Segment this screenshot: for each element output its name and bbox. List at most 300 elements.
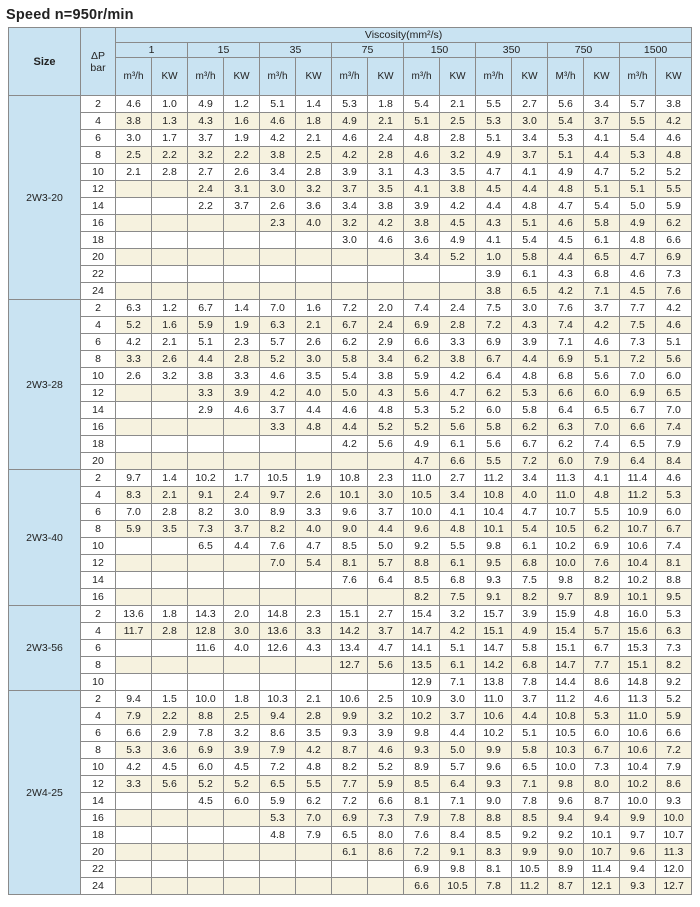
power-cell: 7.4 xyxy=(656,538,692,555)
flow-cell: 13.8 xyxy=(476,674,512,691)
flow-cell: 10.0 xyxy=(404,504,440,521)
flow-cell: 11.0 xyxy=(620,708,656,725)
power-cell: 6.1 xyxy=(584,232,620,249)
power-cell: 6.5 xyxy=(656,385,692,402)
flow-cell: 9.2 xyxy=(404,538,440,555)
power-cell: 4.2 xyxy=(656,113,692,130)
table-body xyxy=(9,96,692,895)
table-row xyxy=(9,164,692,181)
power-cell: 8.6 xyxy=(584,674,620,691)
power-cell: 5.2 xyxy=(224,776,260,793)
power-cell: 7.5 xyxy=(512,572,548,589)
power-cell: 2.9 xyxy=(152,725,188,742)
flow-cell: 2.4 xyxy=(188,181,224,198)
flow-cell: 4.9 xyxy=(620,215,656,232)
flow-cell: 9.8 xyxy=(548,572,584,589)
flow-cell: 11.3 xyxy=(548,470,584,487)
power-cell: 3.9 xyxy=(224,742,260,759)
power-cell: 2.6 xyxy=(152,351,188,368)
flow-cell: 3.3 xyxy=(188,385,224,402)
power-cell xyxy=(152,861,188,878)
power-cell xyxy=(296,436,332,453)
power-cell: 5.1 xyxy=(584,351,620,368)
power-cell xyxy=(152,283,188,300)
flow-cell: 5.8 xyxy=(332,351,368,368)
power-cell: 3.3 xyxy=(296,623,332,640)
power-cell: 5.8 xyxy=(584,215,620,232)
flow-cell: 6.3 xyxy=(116,300,152,317)
power-cell: 5.5 xyxy=(656,181,692,198)
flow-cell: 8.2 xyxy=(404,589,440,606)
flow-cell: 6.2 xyxy=(332,334,368,351)
power-cell: 6.4 xyxy=(440,776,476,793)
flow-cell: 7.0 xyxy=(620,368,656,385)
power-cell: 6.5 xyxy=(512,759,548,776)
pressure-cell: 2 xyxy=(81,606,116,623)
power-cell: 5.3 xyxy=(656,606,692,623)
power-cell xyxy=(368,453,404,470)
table-row xyxy=(9,487,692,504)
flow-cell xyxy=(404,266,440,283)
flow-cell: 10.0 xyxy=(548,759,584,776)
flow-cell: 6.7 xyxy=(476,351,512,368)
unit-header: m³/h xyxy=(116,58,152,96)
power-cell: 7.1 xyxy=(584,283,620,300)
flow-cell: 6.8 xyxy=(548,368,584,385)
table-row xyxy=(9,708,692,725)
flow-cell xyxy=(260,283,296,300)
power-cell: 4.4 xyxy=(512,181,548,198)
pressure-cell: 22 xyxy=(81,266,116,283)
power-cell: 3.8 xyxy=(368,198,404,215)
pressure-cell: 6 xyxy=(81,504,116,521)
power-cell xyxy=(224,674,260,691)
flow-cell xyxy=(116,453,152,470)
table-row xyxy=(9,606,692,623)
flow-cell: 3.3 xyxy=(116,351,152,368)
flow-cell: 10.2 xyxy=(404,708,440,725)
flow-cell: 7.5 xyxy=(476,300,512,317)
flow-cell: 5.5 xyxy=(476,453,512,470)
power-cell: 8.4 xyxy=(440,827,476,844)
power-cell: 2.5 xyxy=(296,147,332,164)
power-cell: 3.6 xyxy=(152,742,188,759)
flow-cell: 9.9 xyxy=(620,810,656,827)
flow-cell: 7.6 xyxy=(260,538,296,555)
power-cell: 5.7 xyxy=(368,555,404,572)
pressure-cell: 20 xyxy=(81,453,116,470)
power-cell xyxy=(296,266,332,283)
flow-cell: 5.5 xyxy=(476,96,512,113)
power-cell: 6.5 xyxy=(584,402,620,419)
power-cell xyxy=(224,419,260,436)
flow-cell: 4.6 xyxy=(260,113,296,130)
power-cell: 2.8 xyxy=(296,708,332,725)
flow-cell: 11.0 xyxy=(548,487,584,504)
pressure-cell: 10 xyxy=(81,538,116,555)
flow-cell xyxy=(116,861,152,878)
flow-cell: 10.8 xyxy=(332,470,368,487)
power-cell: 4.2 xyxy=(656,300,692,317)
flow-cell: 5.3 xyxy=(620,147,656,164)
power-cell xyxy=(368,249,404,266)
table-row xyxy=(9,589,692,606)
power-cell: 6.6 xyxy=(368,793,404,810)
pressure-cell: 4 xyxy=(81,623,116,640)
flow-cell: 7.1 xyxy=(548,334,584,351)
flow-cell: 2.7 xyxy=(188,164,224,181)
flow-cell: 10.0 xyxy=(620,793,656,810)
table-row xyxy=(9,419,692,436)
flow-cell xyxy=(116,793,152,810)
table-row xyxy=(9,674,692,691)
power-cell: 4.7 xyxy=(368,640,404,657)
flow-cell: 9.0 xyxy=(476,793,512,810)
power-cell: 5.6 xyxy=(584,368,620,385)
power-cell: 2.3 xyxy=(368,470,404,487)
power-cell xyxy=(296,844,332,861)
unit-header: m³/h xyxy=(476,58,512,96)
flow-cell: 7.2 xyxy=(332,300,368,317)
power-cell xyxy=(440,266,476,283)
power-cell: 9.2 xyxy=(512,827,548,844)
flow-cell: 9.4 xyxy=(116,691,152,708)
power-cell: 3.7 xyxy=(584,113,620,130)
flow-cell: 6.9 xyxy=(476,334,512,351)
power-cell: 7.5 xyxy=(440,589,476,606)
power-cell: 2.1 xyxy=(440,96,476,113)
power-cell: 1.9 xyxy=(224,130,260,147)
power-cell: 4.5 xyxy=(152,759,188,776)
flow-cell: 3.8 xyxy=(116,113,152,130)
size-header: Size xyxy=(9,28,81,96)
flow-cell: 7.7 xyxy=(332,776,368,793)
power-cell: 5.3 xyxy=(656,487,692,504)
flow-cell xyxy=(116,181,152,198)
flow-cell: 9.8 xyxy=(476,538,512,555)
flow-cell: 8.9 xyxy=(260,504,296,521)
pressure-cell: 8 xyxy=(81,521,116,538)
table-row xyxy=(9,147,692,164)
flow-cell xyxy=(188,657,224,674)
power-cell: 4.3 xyxy=(296,640,332,657)
viscosity-value: 1500 xyxy=(620,43,692,58)
flow-cell: 7.9 xyxy=(260,742,296,759)
power-cell: 5.5 xyxy=(440,538,476,555)
power-cell: 4.1 xyxy=(440,504,476,521)
power-cell: 5.3 xyxy=(512,385,548,402)
power-cell: 2.3 xyxy=(224,334,260,351)
power-cell: 4.3 xyxy=(368,385,404,402)
power-cell: 5.6 xyxy=(656,351,692,368)
pressure-cell: 18 xyxy=(81,436,116,453)
table-row xyxy=(9,827,692,844)
flow-cell: 4.6 xyxy=(548,215,584,232)
flow-cell: 4.1 xyxy=(476,232,512,249)
power-cell: 3.2 xyxy=(296,181,332,198)
power-cell: 3.0 xyxy=(512,113,548,130)
flow-cell: 3.8 xyxy=(404,215,440,232)
power-cell: 6.8 xyxy=(512,555,548,572)
unit-header: m³/h xyxy=(188,58,224,96)
table-row xyxy=(9,742,692,759)
unit-header: KW xyxy=(512,58,548,96)
flow-cell xyxy=(116,538,152,555)
power-cell: 4.0 xyxy=(296,521,332,538)
pressure-cell: 12 xyxy=(81,555,116,572)
power-cell: 10.5 xyxy=(512,861,548,878)
power-cell: 4.0 xyxy=(224,640,260,657)
power-cell: 3.5 xyxy=(368,181,404,198)
power-cell: 4.8 xyxy=(584,487,620,504)
flow-cell: 6.6 xyxy=(620,419,656,436)
power-cell: 3.7 xyxy=(584,300,620,317)
flow-cell: 3.3 xyxy=(116,776,152,793)
flow-cell: 3.9 xyxy=(476,266,512,283)
flow-cell xyxy=(116,810,152,827)
power-cell: 6.0 xyxy=(584,385,620,402)
flow-cell: 8.3 xyxy=(116,487,152,504)
viscosity-value: 75 xyxy=(332,43,404,58)
table-row xyxy=(9,266,692,283)
flow-cell: 7.4 xyxy=(548,317,584,334)
power-cell xyxy=(152,181,188,198)
table-row xyxy=(9,521,692,538)
power-cell: 6.5 xyxy=(584,249,620,266)
flow-cell xyxy=(188,844,224,861)
power-cell: 3.0 xyxy=(512,300,548,317)
flow-cell: 8.9 xyxy=(404,759,440,776)
power-cell xyxy=(152,249,188,266)
power-cell: 3.9 xyxy=(224,385,260,402)
flow-cell: 5.4 xyxy=(404,96,440,113)
table-row xyxy=(9,249,692,266)
power-cell: 2.8 xyxy=(440,130,476,147)
flow-cell: 1.0 xyxy=(476,249,512,266)
power-cell: 4.2 xyxy=(584,317,620,334)
power-cell xyxy=(296,453,332,470)
power-cell: 7.2 xyxy=(512,453,548,470)
power-cell: 4.2 xyxy=(368,215,404,232)
power-cell: 7.1 xyxy=(512,776,548,793)
flow-cell xyxy=(332,283,368,300)
power-cell: 8.2 xyxy=(584,572,620,589)
power-cell: 6.2 xyxy=(512,419,548,436)
flow-cell: 9.3 xyxy=(404,742,440,759)
flow-cell: 8.6 xyxy=(260,725,296,742)
flow-cell: 4.6 xyxy=(116,96,152,113)
power-cell: 5.9 xyxy=(656,708,692,725)
power-cell: 2.8 xyxy=(152,164,188,181)
power-cell: 1.9 xyxy=(224,317,260,334)
flow-cell: 5.1 xyxy=(260,96,296,113)
pressure-cell: 16 xyxy=(81,810,116,827)
power-cell: 12.0 xyxy=(656,861,692,878)
power-cell: 3.9 xyxy=(512,334,548,351)
flow-cell: 8.8 xyxy=(476,810,512,827)
power-cell: 4.6 xyxy=(584,334,620,351)
power-cell: 3.3 xyxy=(296,504,332,521)
power-cell: 8.2 xyxy=(512,589,548,606)
power-cell: 2.2 xyxy=(152,147,188,164)
power-cell: 5.6 xyxy=(368,657,404,674)
power-cell: 3.5 xyxy=(296,368,332,385)
flow-cell: 6.6 xyxy=(404,334,440,351)
flow-cell: 12.7 xyxy=(332,657,368,674)
flow-cell: 5.2 xyxy=(188,776,224,793)
flow-cell: 3.6 xyxy=(404,232,440,249)
power-cell: 3.7 xyxy=(368,623,404,640)
flow-cell: 4.6 xyxy=(332,402,368,419)
power-cell: 4.5 xyxy=(224,759,260,776)
flow-cell: 3.0 xyxy=(116,130,152,147)
power-cell: 4.2 xyxy=(440,623,476,640)
table-row xyxy=(9,776,692,793)
power-cell: 5.9 xyxy=(368,776,404,793)
flow-cell: 10.6 xyxy=(620,742,656,759)
flow-cell xyxy=(188,878,224,895)
flow-cell: 7.2 xyxy=(620,351,656,368)
flow-cell: 9.0 xyxy=(548,844,584,861)
unit-header: KW xyxy=(440,58,476,96)
viscosity-value: 350 xyxy=(476,43,548,58)
flow-cell: 4.8 xyxy=(260,827,296,844)
power-cell: 5.4 xyxy=(296,555,332,572)
flow-cell: 10.2 xyxy=(620,776,656,793)
flow-cell: 12.9 xyxy=(404,674,440,691)
power-cell: 4.3 xyxy=(512,317,548,334)
table-row xyxy=(9,572,692,589)
power-cell: 3.1 xyxy=(224,181,260,198)
viscosity-value: 1 xyxy=(116,43,188,58)
flow-cell: 10.9 xyxy=(404,691,440,708)
flow-cell: 4.3 xyxy=(548,266,584,283)
power-cell: 7.3 xyxy=(368,810,404,827)
power-cell: 3.7 xyxy=(224,521,260,538)
flow-cell: 6.5 xyxy=(332,827,368,844)
flow-cell: 10.1 xyxy=(620,589,656,606)
power-cell: 1.9 xyxy=(296,470,332,487)
power-cell: 3.8 xyxy=(440,351,476,368)
power-cell: 3.2 xyxy=(224,725,260,742)
power-cell: 1.5 xyxy=(152,691,188,708)
power-cell: 3.2 xyxy=(152,368,188,385)
power-cell: 2.0 xyxy=(224,606,260,623)
flow-cell: 15.4 xyxy=(404,606,440,623)
power-cell xyxy=(224,810,260,827)
flow-cell: 9.6 xyxy=(548,793,584,810)
pressure-cell: 14 xyxy=(81,572,116,589)
power-cell: 1.4 xyxy=(224,300,260,317)
flow-cell: 15.1 xyxy=(476,623,512,640)
power-cell: 4.1 xyxy=(584,470,620,487)
flow-cell xyxy=(188,436,224,453)
flow-cell: 10.7 xyxy=(548,504,584,521)
flow-cell: 5.6 xyxy=(476,436,512,453)
power-cell: 2.7 xyxy=(440,470,476,487)
power-cell: 7.8 xyxy=(512,674,548,691)
flow-cell: 7.0 xyxy=(116,504,152,521)
flow-cell: 9.7 xyxy=(116,470,152,487)
power-cell xyxy=(152,232,188,249)
table-row xyxy=(9,504,692,521)
flow-cell xyxy=(260,249,296,266)
power-cell: 3.4 xyxy=(368,351,404,368)
power-cell: 2.1 xyxy=(296,691,332,708)
flow-cell xyxy=(116,640,152,657)
power-cell: 2.1 xyxy=(296,130,332,147)
power-cell: 2.4 xyxy=(224,487,260,504)
flow-cell: 11.2 xyxy=(476,470,512,487)
pressure-cell: 2 xyxy=(81,470,116,487)
flow-cell: 9.7 xyxy=(260,487,296,504)
flow-cell: 14.1 xyxy=(404,640,440,657)
flow-cell: 5.4 xyxy=(332,368,368,385)
flow-cell: 4.6 xyxy=(260,368,296,385)
power-cell: 1.2 xyxy=(152,300,188,317)
flow-cell: 4.2 xyxy=(332,436,368,453)
flow-cell: 6.3 xyxy=(548,419,584,436)
power-cell xyxy=(296,861,332,878)
viscosity-header: Viscosity(mm²/s) xyxy=(116,28,692,43)
power-cell: 2.1 xyxy=(296,317,332,334)
flow-cell xyxy=(116,844,152,861)
power-cell xyxy=(224,657,260,674)
power-cell xyxy=(152,538,188,555)
flow-cell: 4.6 xyxy=(404,147,440,164)
power-cell: 1.8 xyxy=(224,691,260,708)
flow-cell: 9.4 xyxy=(260,708,296,725)
power-cell: 6.0 xyxy=(224,793,260,810)
power-cell: 4.5 xyxy=(440,215,476,232)
pressure-cell: 4 xyxy=(81,317,116,334)
flow-cell xyxy=(188,249,224,266)
power-cell: 3.8 xyxy=(440,181,476,198)
table-row xyxy=(9,640,692,657)
size-cell: 2W3-40 xyxy=(9,470,81,606)
pressure-cell: 18 xyxy=(81,232,116,249)
table-row xyxy=(9,810,692,827)
power-cell xyxy=(152,215,188,232)
power-cell xyxy=(152,793,188,810)
power-cell: 1.4 xyxy=(152,470,188,487)
power-cell: 2.1 xyxy=(368,113,404,130)
flow-cell: 6.9 xyxy=(620,385,656,402)
power-cell: 7.9 xyxy=(656,436,692,453)
flow-cell: 4.4 xyxy=(332,419,368,436)
power-cell: 8.0 xyxy=(584,776,620,793)
flow-cell: 9.4 xyxy=(548,810,584,827)
power-cell: 5.2 xyxy=(368,419,404,436)
flow-cell: 4.9 xyxy=(476,147,512,164)
flow-cell: 4.8 xyxy=(548,181,584,198)
pressure-cell: 6 xyxy=(81,334,116,351)
flow-cell: 7.2 xyxy=(476,317,512,334)
flow-cell: 8.8 xyxy=(188,708,224,725)
flow-cell: 9.6 xyxy=(476,759,512,776)
power-cell xyxy=(224,572,260,589)
power-cell: 11.3 xyxy=(656,844,692,861)
power-cell: 6.8 xyxy=(512,657,548,674)
flow-cell: 4.7 xyxy=(476,164,512,181)
power-cell: 4.1 xyxy=(584,130,620,147)
pressure-cell: 12 xyxy=(81,385,116,402)
power-cell xyxy=(152,657,188,674)
flow-cell: 7.8 xyxy=(476,878,512,895)
performance-table xyxy=(8,27,692,895)
flow-cell: 8.8 xyxy=(404,555,440,572)
flow-cell xyxy=(188,861,224,878)
